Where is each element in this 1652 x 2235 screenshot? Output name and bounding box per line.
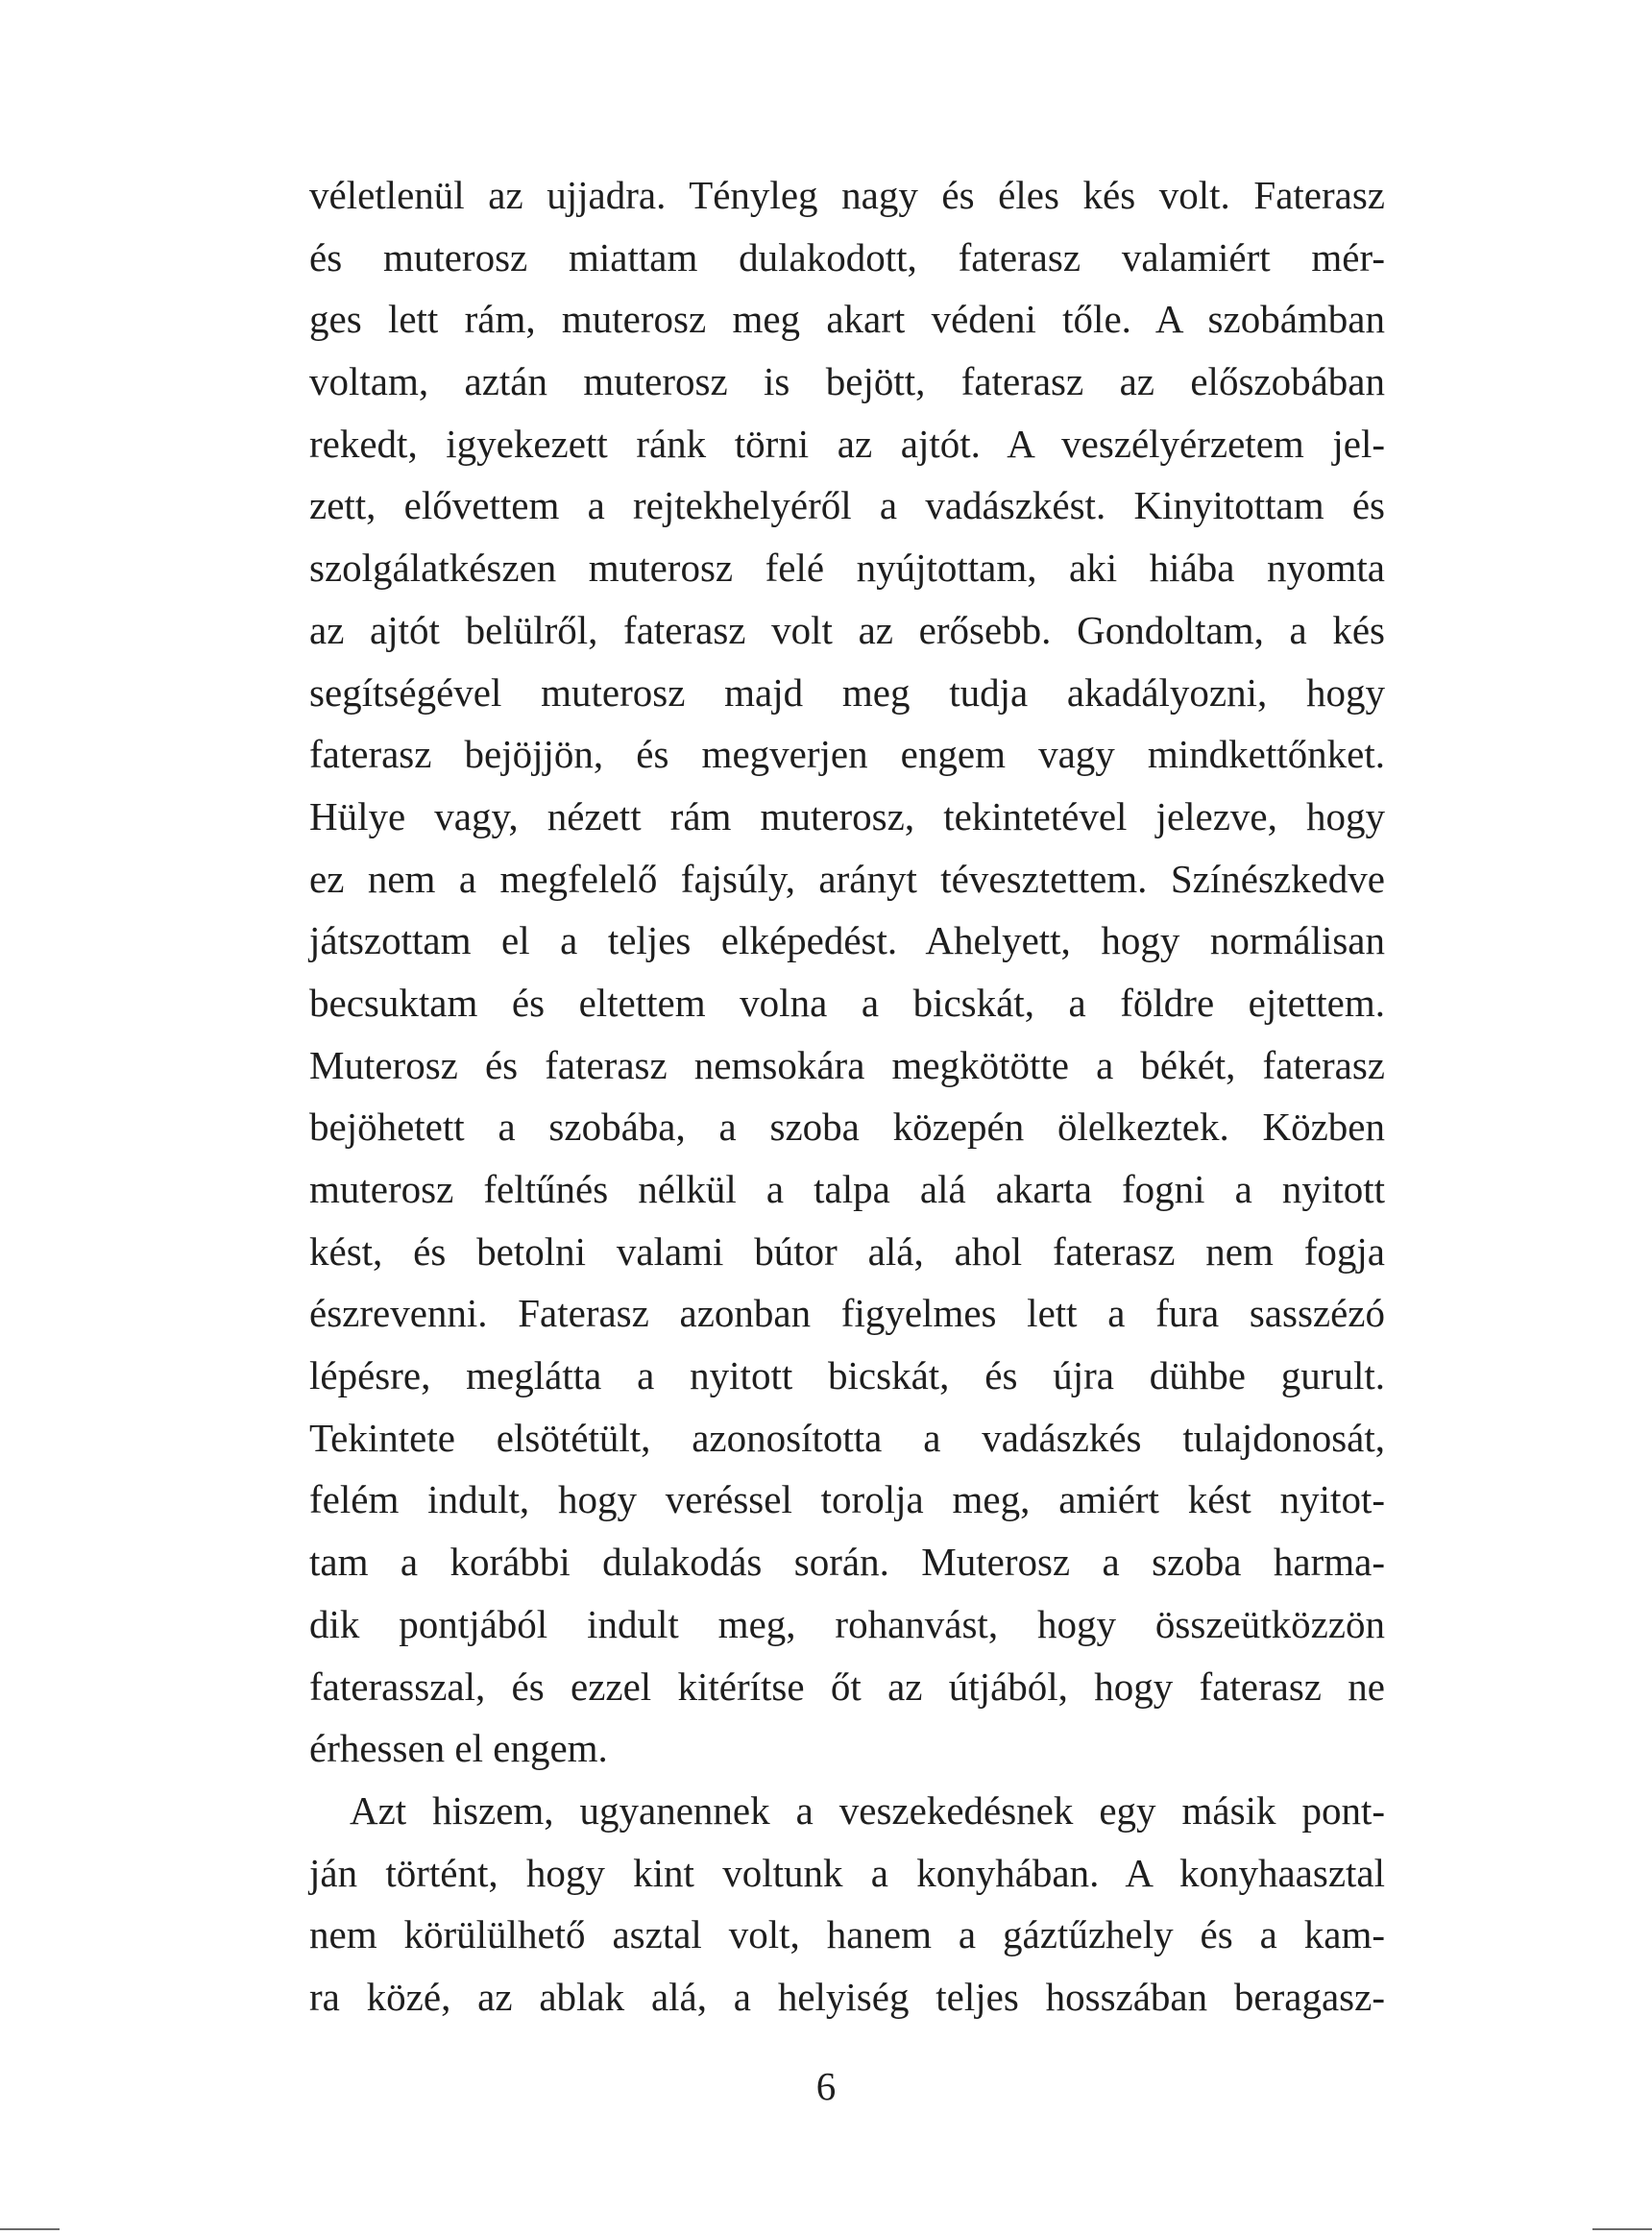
text-line: muterosz feltűnés nélkül a talpa alá akarta fogni a nyitott — [309, 1167, 1385, 1211]
text-line: faterasszal, és ezzel kitérítse őt az útjából, hogy faterasz ne — [309, 1664, 1385, 1709]
text-line: ez nem a megfelelő fajsúly, arányt tévesztettem. Színészkedve — [309, 856, 1385, 901]
text-line: érhessen el engem. — [309, 1726, 608, 1771]
text-line: és muterosz miattam dulakodott, faterasz valamiért mér- — [309, 234, 1385, 279]
text-line: ges lett rám, muterosz meg akart védeni tőle. A szobámban — [309, 297, 1385, 342]
crop-mark-right — [1592, 2228, 1652, 2230]
paragraph-2 — [309, 1780, 1385, 2029]
text-line: felém indult, hogy veréssel torolja meg, amiért kést nyitot- — [309, 1477, 1385, 1522]
text-line: faterasz bejöjjön, és megverjen engem vagy mindkettőnket. — [309, 732, 1385, 777]
text-line: szolgálatkészen muterosz felé nyújtottam, aki hiába nyomta — [309, 546, 1385, 591]
text-line: Tekintete elsötétült, azonosította a vadászkés tulajdonosát, — [309, 1415, 1385, 1460]
crop-mark-left — [0, 2228, 60, 2230]
text-line: zett, elővettem a rejtekhelyéről a vadászkést. Kinyitottam és — [309, 483, 1385, 528]
text-line: az ajtót belülről, faterasz volt az erősebb. Gondoltam, a kés — [309, 607, 1385, 652]
text-line: lépésre, meglátta a nyitott bicskát, és újra dühbe gurult. — [309, 1353, 1385, 1398]
text-line: Azt hiszem, ugyanennek a veszekedésnek egy másik pont- — [350, 1787, 1385, 1833]
text-line: ra közé, az ablak alá, a helyiség teljes hosszában beragasz- — [309, 1974, 1385, 2019]
text-line: Muterosz és faterasz nemsokára megkötötte a békét, faterasz — [309, 1042, 1385, 1087]
text-line: rekedt, igyekezett ránk törni az ajtót. A veszélyérzetem jel- — [309, 421, 1385, 466]
text-line: voltam, aztán muterosz is bejött, faterasz az előszobában — [309, 359, 1385, 404]
text-line: ján történt, hogy kint voltunk a konyhában. A konyhaasztal — [309, 1850, 1385, 1895]
text-line: becsuktam és eltettem volna a bicskát, a földre ejtettem. — [309, 980, 1385, 1025]
text-line: nem körülülhető asztal volt, hanem a gáztűzhely és a kam- — [309, 1912, 1385, 1957]
text-line: bejöhetett a szobába, a szoba közepén ölelkeztek. Közben — [309, 1105, 1385, 1150]
text-line: kést, és betolni valami bútor alá, ahol faterasz nem fogja — [309, 1228, 1385, 1274]
text-line: tam a korábbi dulakodás során. Muterosz a szoba harma- — [309, 1540, 1385, 1585]
text-line: segítségével muterosz majd meg tudja akadályozni, hogy — [309, 669, 1385, 715]
text-line: dik pontjából indult meg, rohanvást, hogy összeütközzön — [309, 1601, 1385, 1646]
text-line: Hülye vagy, nézett rám muterosz, tekintetével jelezve, hogy — [309, 793, 1385, 838]
body-text — [309, 164, 1385, 2029]
text-line: véletlenül az ujjadra. Tényleg nagy és éles kés volt. Faterasz — [309, 173, 1385, 217]
paragraph-1 — [309, 164, 1385, 1780]
page-number: 6 — [815, 2064, 837, 2108]
text-line: észrevenni. Faterasz azonban figyelmes lett a fura sasszézó — [309, 1291, 1385, 1336]
text-line: játszottam el a teljes elképedést. Ahelyett, hogy normálisan — [309, 918, 1385, 963]
